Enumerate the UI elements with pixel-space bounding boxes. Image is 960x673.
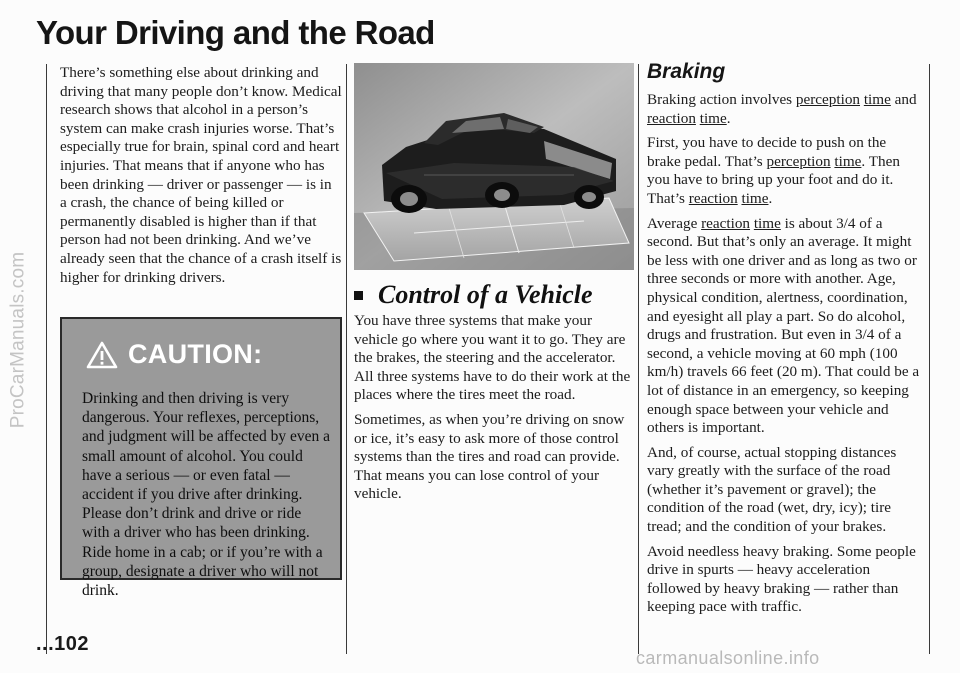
control-section-heading (354, 280, 593, 310)
page-number: ...102 (36, 633, 90, 655)
side-watermark (4, 40, 32, 640)
braking-paragraph-2 (647, 134, 921, 208)
text-run: Average (647, 214, 702, 232)
text-run: . (768, 189, 773, 207)
term-time: time (741, 189, 769, 207)
footer-watermark: carmanualsonline.info (636, 648, 820, 668)
braking-paragraph-1 (647, 91, 921, 128)
column-divider-left (46, 64, 47, 654)
braking-title: Braking (647, 60, 726, 83)
braking-paragraph-5: Avoid needless heavy braking. Some people drive in spurts — heavy acceleration followed by heavy braking — rather than keeping pace with traffic. (647, 542, 916, 616)
text-run: Braking action involves (647, 91, 796, 108)
control-section-title: Control of a Vehicle (378, 280, 593, 309)
control-paragraph-2: Sometimes, as when you’re driving on snow or ice, it’s easy to ask more of those control systems than the tires and road can provide. That means you can lose control of your vehicle. (354, 410, 625, 503)
term-reaction: reaction (647, 109, 696, 127)
text-run: . Then you have to bring up your foot and do it. That’s (647, 152, 900, 207)
caution-text: Drinking and then driving is very dangerous. Your reflexes, perceptions, and judgment will be affected by even a small amount of alcohol. You could have a serious — or even fatal — accident if you drive after drinking. Please don’t drink and drive or ride with a driver who has been drinking. Ride home in a cab; or if you’re with a group, designate a driver who will not drink. (82, 390, 331, 600)
warning-triangle-icon (86, 341, 118, 369)
column-divider-far-right (929, 64, 930, 654)
side-watermark-text: ProCarManuals.com (7, 251, 29, 429)
caution-title: CAUTION: (128, 339, 263, 369)
term-time: time (699, 109, 727, 127)
term-perception: perception (766, 152, 831, 170)
page-title: Your Driving and the Road (36, 14, 435, 51)
text-run: and (890, 91, 917, 108)
term-perception: perception (795, 91, 861, 108)
caution-header (86, 339, 262, 370)
column-divider-middle (346, 64, 347, 654)
caution-box (60, 317, 342, 600)
term-time: time (834, 152, 862, 170)
text-run: First, you have to decide to push on the brake pedal. That’s (647, 134, 887, 170)
braking-text-column (647, 91, 921, 623)
text-run: is about 3/4 of a second. But that’s only an average. It might be less with one driver and as long as two or three seconds or more with another. Age, physical condition, alertness, coordination, and eyesight all play a part. So do alcohol, drugs and frustration. But even in 3/4 of a second, a vehicle moving at 60 mph (100 km/h) travels 66 feet (20 m). That could be a lot of distance in an emergency, so keeping enough space between your vehicle and others is important. (647, 214, 920, 437)
braking-paragraph-4: And, of course, actual stopping distances vary greatly with the surface of the road (whether it’s pavement or gravel); the condition of the road (wet, dry, icy); tire tread; and the condition of your brakes. (647, 443, 897, 536)
square-bullet-icon (354, 291, 363, 300)
term-reaction: reaction (701, 214, 751, 232)
control-paragraph-1: You have three systems that make your vehicle go where you want it to go. They are the brakes, the steering and the accelerator. All three systems have to do their work at the places where the tires meet the road. (354, 312, 631, 404)
drinking-paragraph: There’s something else about drinking and driving that many people don’t know. Medical research shows that alcohol in a person’s system can make crash injuries worse. That’s especially true for brain, spinal cord and heart injuries. That means that if anyone who has been drinking — driver or passenger — is in a crash, the chance of being killed or permanently disabled is higher than if that person had not been drinking. And we’ve already seen that the chance of a crash itself is higher for drinking drivers. (60, 64, 342, 286)
drinking-text-column (60, 64, 342, 293)
text-run: . (726, 109, 731, 127)
term-reaction: reaction (688, 189, 738, 207)
control-text-column (354, 312, 634, 510)
braking-paragraph-3 (647, 215, 921, 438)
column-divider-right (638, 64, 639, 654)
car-illustration (354, 63, 634, 270)
term-time: time (863, 91, 891, 108)
car-on-road-photo (354, 63, 634, 270)
term-time: time (753, 214, 781, 232)
